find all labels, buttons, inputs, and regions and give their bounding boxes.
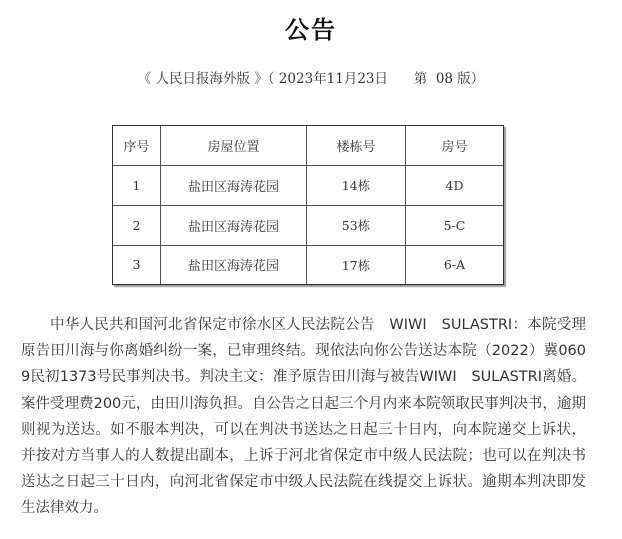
table-row (113, 245, 503, 284)
notice-body: 中华人民共和国河北省保定市徐水区人民法院公告 WIWI SULASTRI：本院受理原告田川海与你离婚纠纷一案，已审理终结。现依法向你公告送达本院（2022）冀0609民初1373号民事判决书。判决主文：准予原告田川海与被告WIWI SULASTRI离婚。案件受理费200元，由田川海负担。自公告之日起三个月内来本院领取民事判决书，逾期则视为送达。如不服本判决，可以在判决书送达之日起三十日内，向本院递交上诉状，并按对方当事人的人数提出副本，上诉于河北省保定市中级人民法院；也可以在判决书送达之日起三十日内，向河北省保定市中级人民法院在线提交上诉状。逾期本判决即发生法律效力。 (21, 317, 586, 517)
cell-index: 1 (113, 165, 161, 205)
column-header-building: 楼栋号 (307, 126, 406, 165)
cell-building: 17栋 (307, 245, 406, 284)
column-header-index: 序号 (113, 126, 161, 165)
cell-building: 53栋 (307, 205, 406, 245)
cell-building: 14栋 (307, 165, 406, 205)
publication-source: 《 人民日报海外版 》（ 2023年11月23日 第 08 版） (137, 71, 485, 87)
property-table (112, 125, 504, 285)
table-header-row (113, 126, 503, 165)
cell-room: 5-C (406, 205, 504, 245)
table-row (113, 165, 503, 205)
cell-location: 盐田区海涛花园 (161, 205, 307, 245)
cell-room: 4D (406, 165, 504, 205)
table-row (113, 205, 503, 245)
cell-location: 盐田区海涛花园 (161, 165, 307, 205)
page-title: 公告 (285, 16, 337, 44)
cell-index: 3 (113, 245, 161, 284)
cell-room: 6-A (443, 257, 466, 273)
column-header-room: 房号 (406, 126, 504, 165)
cell-location: 盐田区海涛花园 (161, 245, 307, 284)
cell-index: 2 (113, 205, 161, 245)
column-header-location: 房屋位置 (161, 126, 307, 165)
